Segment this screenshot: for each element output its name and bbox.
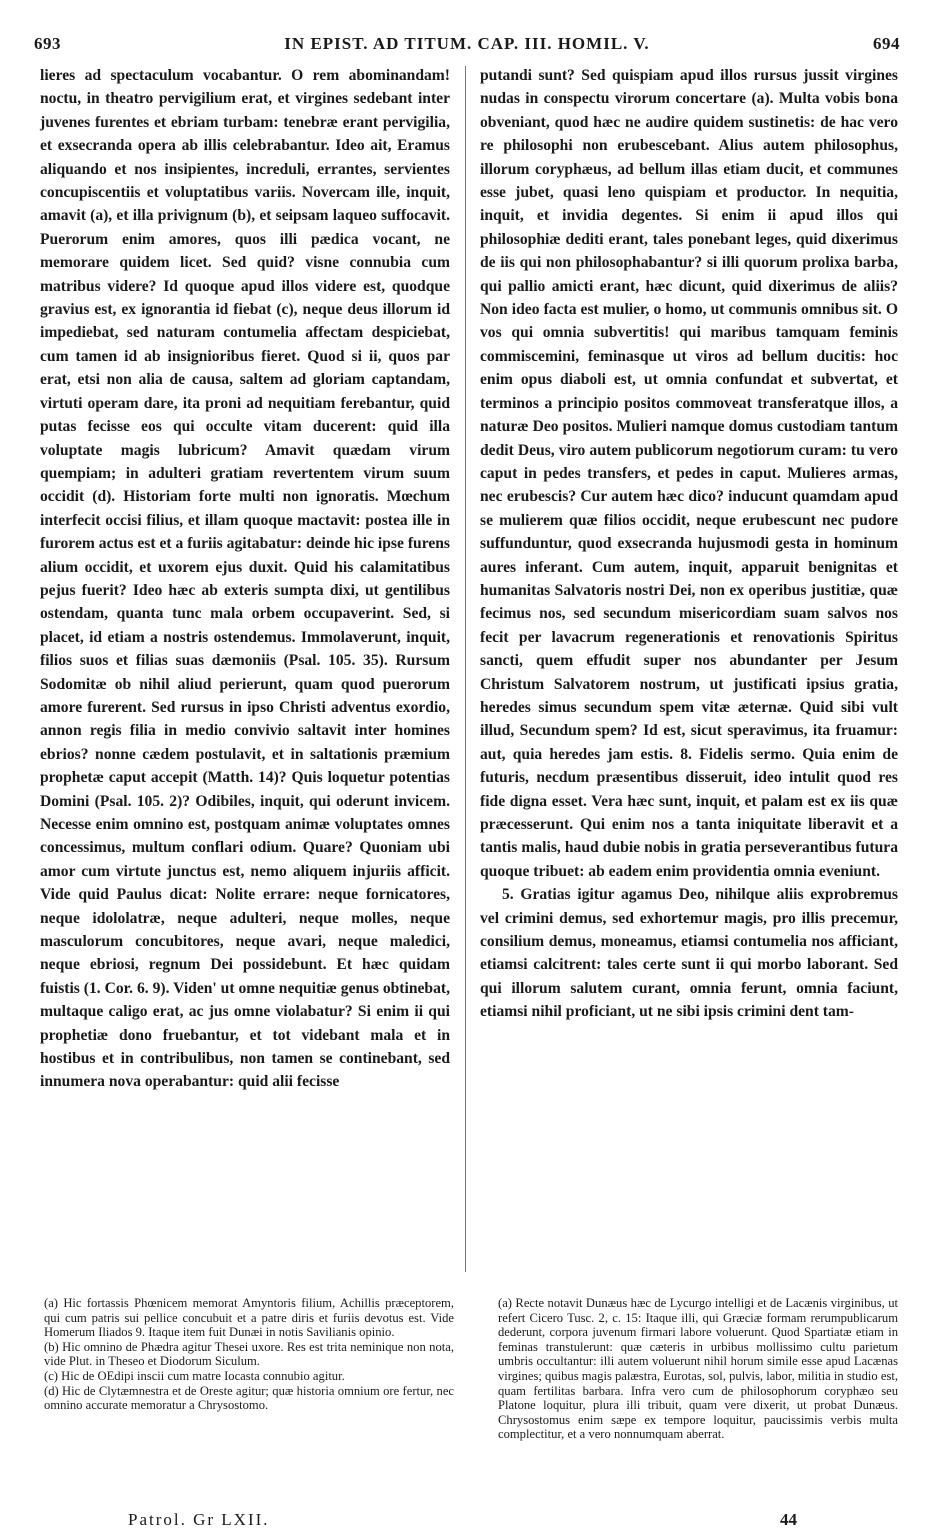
footnote: (d) Hic de Clytæmnestra et de Oreste agitur; quæ historia omnium ore fertur, nec omnino accurate memoratur a Chrysostomo. (44, 1383, 454, 1413)
footer-sheet-number: 44 (780, 1510, 797, 1529)
footnote: (c) Hic de OEdipi inscii cum matre Iocasta connubio agitur. (44, 1368, 345, 1383)
page-number-right: 694 (873, 34, 900, 53)
footnote: (b) Hic omnino de Phædra agitur Thesei uxore. Res est trita neminique non nota, vide Plut. in Theseo et Diodorum Siculum. (44, 1339, 454, 1369)
running-header (34, 34, 900, 60)
column-divider (465, 66, 466, 1272)
footnotes-right (498, 1296, 898, 1442)
page-footer (0, 1510, 936, 1534)
right-column-paragraph: putandi sunt? Sed quispiam apud illos rursus jussit virgines nudas in conspectu virorum concertare (a). Multa vobis bona obveniant, quod hæc ne audire quidem sustinetis: de hac vero re philosophi non erubescebant. Alius autem philosophus, illorum coryphæus, ad bellum illas etiam ducit, et communes esse jubet, quasi leno quispiam et productor. In nequitia, inquit, et invidia degentes. Si enim ii apud illos qui philosophiæ dediti erant, tales ponebant leges, quid dixerimus de iis qui non philosophabantur? si illi quorum prolixa barba, qui pallio amicti erant, hæc dicunt, quid dixerimus de aliis? Non ideo facta est mulier, o homo, ut communis omnibus sit. O vos qui omnia subvertitis! qui maribus tamquam feminis commiscemini, feminasque ut viros ad bellum ducitis: hoc enim opus diaboli est, ut omnia confundat et subvertat, et terminos a principio positos commoveat transferatque illos, a naturæ Deo positos. Mulieri namque domus custodiam tantum dedit Deus, viro autem publicorum negotiorum curam: tu vero caput in pedes transfers, et pedes in caput. Mulieres armas, nec erubescis? Cur autem hæc dico? inducunt quamdam apud se mulierem quæ filios occidit, neque erubescunt nec pudore suffunduntur, quod exsecranda hujusmodi gesta in hominum aures inferant. Cum autem, inquit, apparuit benignitas et humanitas Salvatoris nostri Dei, non ex operibus justitiæ, quæ fecimus nos, sed secundum misericordiam suam salvos nos fecit per lavacrum regenerationis et renovationis Spiritus sancti, quem effudit super nos abundanter per Jesum Christum Salvatorem nostrum, ut justificati ipsius gratia, heredes simus secundum spem vitæ æternæ. Quid sibi vult illud, Secundum spem? Id est, sicut speravimus, ita fruamur: aut, quia heredes jam estis. 8. Fidelis sermo. Quia enim de futuris, necdum præsentibus disseruit, ideo intulit quod res fide digna esset. Vera hæc sunt, inquit, et palam est ex iis quæ præcesserunt. Qui enim nos a tanta iniquitate liberavit et a tantis malis, haud dubie nobis in gratia perseverantibus futura quoque tribuet: ab eadem enim providentia omnia eveniunt. (480, 67, 898, 880)
right-column-paragraph: 5. Gratias igitur agamus Deo, nihilque aliis exprobremus vel crimini demus, sed exhortemur magis, pro illis precemur, consilium demus, moneamus, etiamsi contumelia nos afficiant, etiamsi calcitrent: tales certe sunt ii qui morbo laborant. Sed qui illorum salutem curant, omnia ferunt, omnia faciunt, etiamsi nihil proficiant, ut ne sibi ipsis crimini dent tam- (480, 886, 898, 1021)
footnote: (a) Hic fortassis Phœnicem memorat Amyntoris filium, Achillis præceptorem, qui cum patris sui pellice concubuit et a patre diris et furiis devotus est. Vide Homerum Iliados 9. Itaque item fuit Dunæi in notis Savilianis opinio. (44, 1296, 454, 1340)
footnote: (a) Recte notavit Dunæus hæc de Lycurgo intelligi et de Lacænis virginibus, ut refert Cicero Tusc. 2, c. 15: Itaque illi, qui Græciæ formam rerumpublicarum dederunt, corpora juvenum firmari labore voluerunt. Quod Spartiatæ etiam in feminas transtulerunt: quæ cæteris in urbibus mollissimo cultu parietum umbris occultantur: illi autem voluerunt nihil horum simile esse apud Lacænas virgines; quibus magis palæstra, Eurotas, sol, pulvis, labor, militia in studio est, quam fertilitas barbara. Infra vero cum de philosophorum coryphæo seu Platone loquitur, plura illi tribuit, quam vere dixerit, ut probat Dunæus. Chrysostomus enim sæpe ex tempore loquitur, paucissimis verbis multa complectitur, et a vero nonnumquam aberrat. (498, 1296, 898, 1442)
running-title: IN EPIST. AD TITUM. CAP. III. HOMIL. V. (284, 34, 650, 53)
footer-signature: Patrol. Gr LXII. (128, 1510, 270, 1529)
left-column (40, 64, 450, 1094)
right-column (480, 64, 898, 1024)
footnotes-left (44, 1296, 454, 1413)
page-number-left: 693 (34, 34, 61, 53)
left-column-paragraph: lieres ad spectaculum vocabantur. O rem abominandam! noctu, in theatro pervigilium erat, et virgines sedebant inter juvenes furentes et ebriam turbam: tenebræ erant pervigilia, et exsecranda opera ab illis celebrabantur. Ideo ait, Eramus aliquando et nos insipientes, increduli, errantes, servientes concupiscentiis et voluptatibus variis. Novercam ille, inquit, amavit (a), et illa privignum (b), et seipsam laqueo suffocavit. Puerorum enim amores, quos illi pædica vocant, ne memorare quidem licet. Sed quid? visne connubia cum matribus videre? Id quoque apud illos videre est, quodque gravius est, ex ignorantia id fiebat (c), neque deus illorum id impediebat, sed naturam contumelia affectam despiciebat, cum tamen id ab insignioribus fieret. Quod si ii, quos par erat, etsi non alia de causa, saltem ad gloriam captandam, virtuti operam dare, ita proni ad nequitiam ferebantur, quid putas fecisse eos qui occulte vitam ducerent: quid illa voluptate magis lubricum? Amavit quædam virum quempiam; in adulteri gratiam revertentem virum suum occidit (d). Historiam forte multi non ignoratis. Mœchum interfecit occisi filius, et illam quoque mactavit: postea ille in furorem actus est et a furiis agitabatur: deinde hic ipse furens alium occidit, et uxorem ejus duxit. Quid his calamitatibus pejus fuerit? Ideo hæc ab exteris sumpta dixi, ut gentilibus ostendam, quanta tunc mala orbem occupaverint. Sed, si placet, id etiam a nostris ostendemus. Immolaverunt, inquit, filios suos et filias suas dæmoniis (Psal. 105. 35). Rursum Sodomitæ ob nihil aliud perierunt, quam quod puerorum amore furerent. Sed rursus in ipso Christi adventus exordio, annon regis filia in medio convivio saltavit inter homines ebrios? nonne cædem postulavit, et in saltationis præmium prophetæ caput accepit (Matth. 14)? Quis loquetur potentias Domini (Psal. 105. 2)? Odibiles, inquit, qui oderunt invicem. Necesse enim omnino est, postquam animæ voluptates omnes concessimus, multum conflari odium. Quare? Quoniam ubi amor cum virtute junctus est, nemo aliquem injuriis afficit. Vide quid Paulus dicat: Nolite errare: neque fornicatores, neque idololatræ, neque adulteri, neque molles, neque masculorum concubitores, neque avari, neque maledici, neque ebriosi, regnum Dei possidebunt. Et hæc quidam fuistis (1. Cor. 6. 9). Viden' ut omne nequitiæ genus obtinebat, multaque caligo erat, ac jus omne violabatur? Si enim ii qui prophetiæ dono fruebantur, et tot videbant mala et in hostibus et in contribulibus, non tamen se continebant, sed innumera nova operabantur: quid alii fecisse (40, 67, 450, 1091)
